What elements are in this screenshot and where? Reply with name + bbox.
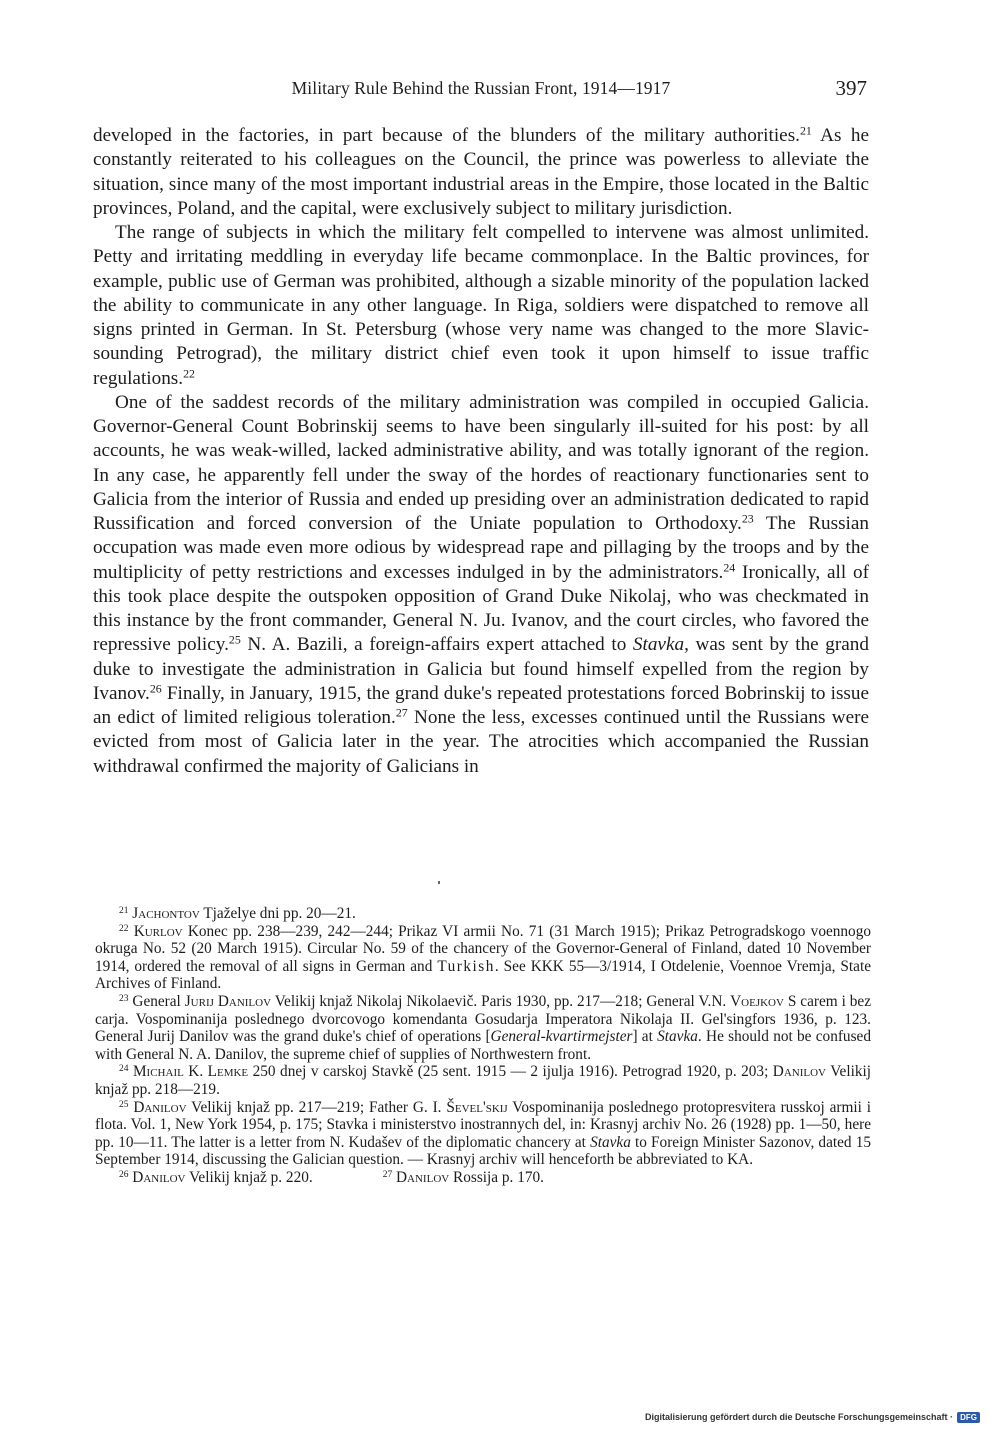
footnote-ref-23: 23: [741, 511, 754, 526]
footnote-text: ] at: [632, 1028, 658, 1046]
page-header: [95, 76, 867, 106]
footnote-text: . See KKK 55—3/1914, I Otdelenie, Voennoe Vremja, State Archives of Finland.: [95, 957, 871, 993]
footnote-italic: Stavka: [657, 1028, 698, 1046]
footnotes: [95, 905, 871, 1187]
footnote-22: [95, 923, 871, 993]
footnote-25: [95, 1099, 871, 1169]
footnote-23: [95, 993, 871, 1063]
footnote-pair-26-27: [95, 1169, 871, 1187]
footnote-text: Vospominanija poslednego protopresvitera russkoj armii i flota. Vol. 1, New York 1954, p. 175; Stavka i ministerstvo inostrannych del, in: Krasnyj archiv No. 26 (1928) pp. 1—50, here pp. 10—11. The latter is a letter from N. Kudašev of the diplomatic chancery at: [95, 1098, 871, 1151]
footnote-author: Jurij Danilov: [184, 992, 272, 1010]
footnote-26: [119, 1169, 313, 1187]
main-text: [93, 124, 869, 779]
scan-speck: [438, 881, 440, 884]
text-run: As he constantly reiterated to his colleagues on the Council, the prince was powerless to alleviate the situation, since many of the most important industrial areas in the Empire, those located in the Baltic provinces, Poland, and the capital, were exclusively subject to military jurisdiction.: [93, 125, 869, 219]
footnote-author: Danilov: [772, 1063, 827, 1081]
footnote-spaced-word: Turkish: [437, 957, 495, 975]
footnote-author: Jachontov: [132, 905, 200, 922]
page-number: 397: [835, 76, 867, 100]
dfg-logo-icon: DFG: [957, 1412, 980, 1423]
footnote-author: Danilov: [133, 1098, 187, 1116]
footnote-ref-24: 24: [723, 559, 736, 574]
footnote-number: 22: [119, 923, 129, 934]
footnote-text: Konec pp. 238—239, 242—244; Prikaz VI armii No. 71 (31 March 1915); Prikaz Petrogradskogo voennogo okruga No. 52 (20 March 1915). Circular No. 59 of the chancery of the Governor-General of Finland, dated 10 November 1914, ordered the removal of all signs in German and: [95, 922, 871, 975]
footnote-italic: General-kvartirmejster: [490, 1028, 633, 1046]
footnote-text: Velikij knjaž Nikolaj Nikolaevič. Paris 1930, pp. 217—218; General V.N.: [271, 992, 731, 1010]
footnote-number: 24: [119, 1064, 129, 1075]
text-run: The Russian occupation was made even more odious by widespread rape and pillaging by the troops and by the multiplicity of petty restrictions and excesses indulged in by the administrators.: [93, 513, 869, 583]
footnote-ref-27: 27: [395, 705, 408, 720]
footnote-author: Danilov: [132, 1168, 186, 1186]
paragraph-2: [93, 221, 869, 391]
digitization-note: Digitalisierung gefördert durch die Deutsche Forschungsgemeinschaft ·: [645, 1412, 954, 1422]
text-run: The range of subjects in which the military felt compelled to intervene was almost unlimited. Petty and irritating meddling in everyday life became commonplace. In the Baltic provinces, for example, public use of German was prohibited, although a sizable minority of the population lacked the ability to communicate in any other language. In Riga, soldiers were dispatched to remove all signs printed in German. In St. Petersburg (whose very name was changed to the more Slavic-sounding Petrograd), the military district chief even took it upon himself to issue traffic regulations.: [93, 222, 869, 389]
paragraph-3: [93, 391, 869, 779]
footnote-italic: Stavka: [590, 1133, 631, 1151]
footnote-number: 25: [119, 1099, 129, 1110]
italic-term: Stavka: [632, 634, 685, 656]
footnote-number: 27: [382, 1169, 393, 1180]
footnote-text: Velikij knjaž p. 220.: [185, 1168, 313, 1186]
footnote-text: Tjaželye dni pp. 20—21.: [199, 905, 356, 922]
text-run: Finally, in January, 1915, the grand duke's repeated protestations forced Bobrinskij to issue an edict of limited religious toleration.: [93, 682, 869, 728]
footnote-author: Danilov: [396, 1168, 450, 1186]
text-run: Ironically, all of this took place despite the outspoken opposition of Grand Duke Nikolaj, who was checkmated in this instance by the front commander, General N. Ju. Ivanov, and the court circles, who favored the repressive policy.: [93, 561, 869, 656]
footnote-27: [383, 1169, 544, 1187]
text-run: developed in the factories, in part because of the blunders of the military authorities.: [93, 125, 800, 146]
text-run: One of the saddest records of the military administration was compiled in occupied Galicia. Governor-General Count Bobrinskij seems to have been singularly ill-suited for his post: by all accounts, he was weak-willed, lacked administrative ability, and was totally ignorant of the region. In any case, he apparently fell under the sway of the hordes of reactionary functionaries sent to Galicia from the interior of Russia and ended up presiding over an administration dedicated to rapid Russification and forced conversion of the Uniate population to Orthodoxy.: [93, 391, 869, 534]
footnote-text: . He should not be confused with General N. A. Danilov, the supreme chief of supplies of Northwestern front.: [95, 1028, 871, 1063]
text-run: , was sent by the grand duke to investigate the administration in Galicia but found himself expelled from the region by Ivanov.: [93, 634, 869, 704]
text-run: None the less, excesses continued until the Russians were evicted from most of Galicia later in the year. The atrocities which accompanied the Russian withdrawal confirmed the majority of Galicians in: [93, 707, 870, 777]
text-run: N. A. Bazili, a foreign-affairs expert attached to: [240, 634, 633, 656]
footnote-text: Velikij knjaž pp. 218—219.: [95, 1063, 871, 1098]
footnote-author: Michail K. Lemke: [132, 1063, 249, 1081]
paragraph-1: [93, 124, 869, 221]
footnote-text: 250 dnej v carskoj Stavkě (25 sent. 1915 — 2 ijulja 1916). Petrograd 1920, p. 203;: [248, 1063, 773, 1081]
footnote-text: S carem i bez carja. Vospominanija poslednego dvorcovogo komendanta Gosudarja Imperatora Nikolaja II. Gel'singfors 1936, p. 123. General Jurij Danilov was the grand duke's chief of operations [: [95, 992, 871, 1046]
footnote-number: 23: [119, 993, 129, 1004]
footnote-21: [95, 905, 871, 923]
footnote-text: Velikij knjaž pp. 217—219; Father G. I.: [186, 1098, 447, 1116]
footnote-text: Rossija p. 170.: [449, 1168, 544, 1186]
footnote-24: [95, 1063, 871, 1098]
footnote-ref-26: 26: [149, 681, 162, 696]
footnote-ref-22: 22: [183, 365, 195, 380]
footnote-author: Ševel'skij: [446, 1098, 508, 1116]
digitization-credit: [645, 1410, 980, 1424]
footnote-author: Kurlov: [133, 922, 183, 940]
footnote-text: to Foreign Minister Sazonov, dated 15 September 1914, discussing the Galician question. — Krasnyj archiv will henceforth be abbreviated to KA.: [95, 1133, 871, 1169]
footnote-text: General: [128, 992, 185, 1010]
footnote-author: Voejkov: [730, 992, 784, 1010]
footnote-ref-21: 21: [799, 123, 812, 138]
footnote-ref-25: 25: [228, 632, 241, 647]
footnote-number: 21: [119, 905, 129, 916]
running-title: Military Rule Behind the Russian Front, 1914—1917: [291, 78, 671, 98]
footnote-number: 26: [119, 1169, 129, 1180]
